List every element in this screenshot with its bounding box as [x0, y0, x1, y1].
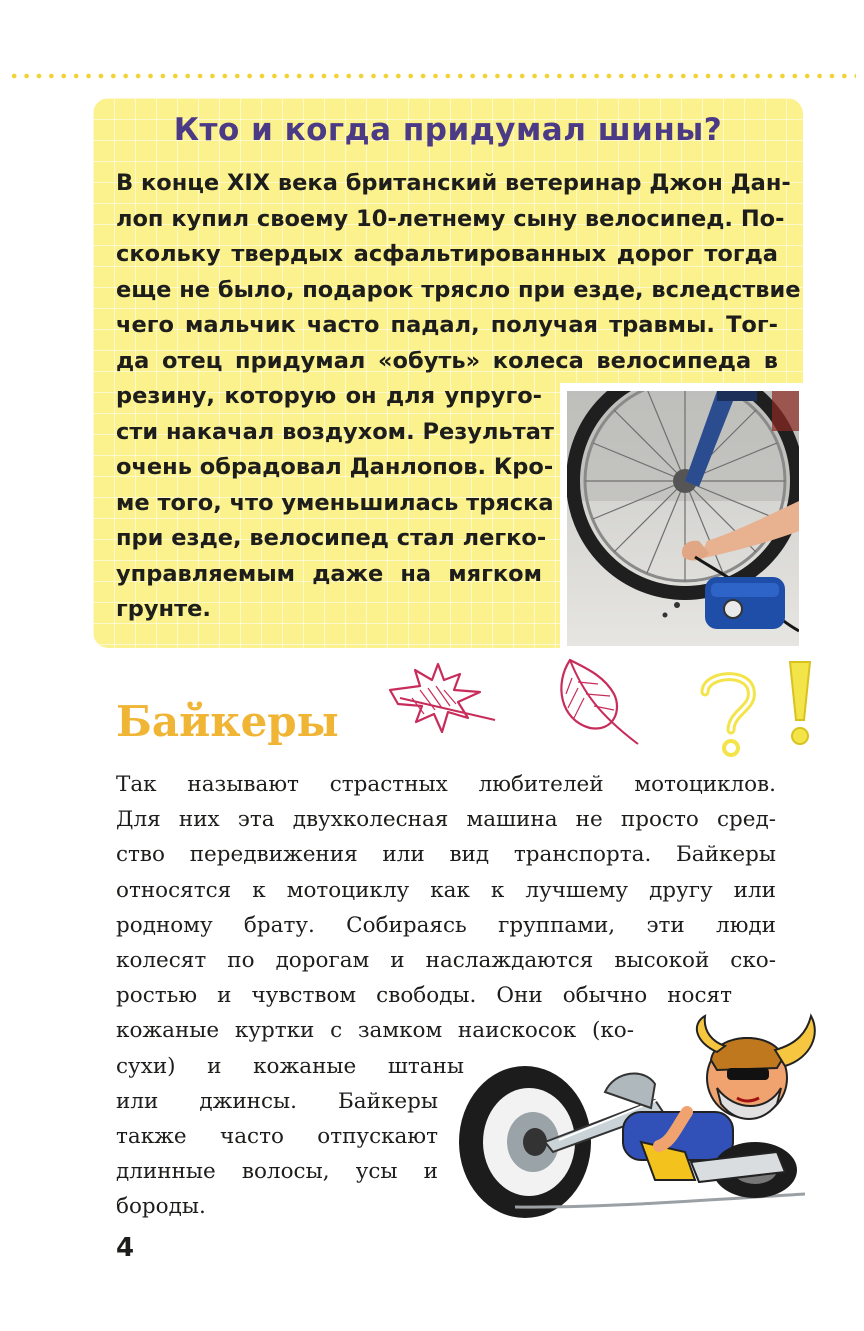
text-line: кожаные куртки с замком наискосок (ко- [116, 1018, 634, 1044]
section-title: Байкеры [116, 697, 339, 746]
maple-leaf-icon [380, 660, 500, 740]
exclamation-mark-icon [782, 658, 818, 750]
text-line: длинные волосы, усы и [116, 1159, 438, 1185]
fact-line: сти накачал воздухом. Результат [116, 418, 554, 445]
fact-line: управляемым даже на мягком [116, 560, 542, 587]
text-line: колесят по дорогам и наслаждаются высокой ско- [116, 948, 776, 974]
fact-line: лоп купил своему 10-летнему сыну велосипед. По- [116, 205, 785, 232]
fact-line: грунте. [116, 596, 211, 622]
text-line: ство передвижения или вид транспорта. Байкеры [116, 842, 776, 868]
fact-line: при езде, велосипед стал легко- [116, 525, 547, 551]
bicycle-pump-photo [560, 383, 804, 649]
fact-line: резину, которую он для упруго- [116, 383, 542, 409]
text-line: Для них эта двухколесная машина не просто сред- [116, 807, 776, 833]
dotted-divider [8, 73, 856, 79]
text-line: или джинсы. Байкеры [116, 1088, 438, 1114]
fact-line: очень обрадовал Данлопов. Кро- [116, 454, 554, 480]
fact-line: чего мальчик часто падал, получая травмы. Тог- [116, 312, 778, 338]
text-line: родному брату. Собираясь группами, эти люди [116, 912, 776, 938]
fact-line: В конце XIX века британский ветеринар Джон Дан- [116, 170, 791, 196]
text-line: ростью и чувством свободы. Они обычно носят [116, 983, 732, 1009]
fact-line: скольку твердых асфальтированных дорог тогда [116, 241, 778, 267]
text-line: относятся к мотоциклу как к лучшему другу или [116, 877, 776, 903]
page-number: 4 [116, 1233, 135, 1263]
text-line: сухи) и кожаные штаны [116, 1053, 464, 1079]
fact-box-title: Кто и когда придумал шины? [173, 112, 723, 148]
text-line: бороды. [116, 1194, 206, 1220]
fact-line: ме того, что уменьшилась тряска [116, 489, 554, 516]
text-line: также часто отпускают [116, 1124, 438, 1150]
fact-line: еще не было, подарок трясло при езде, вследствие [116, 276, 801, 303]
text-line: Так называют страстных любителей мотоциклов. [116, 772, 776, 797]
leaf-icon [552, 654, 642, 749]
question-mark-icon [695, 668, 765, 760]
fact-line: да отец придумал «обуть» колеса велосипеда в [116, 347, 778, 374]
biker-cartoon [455, 1012, 825, 1227]
